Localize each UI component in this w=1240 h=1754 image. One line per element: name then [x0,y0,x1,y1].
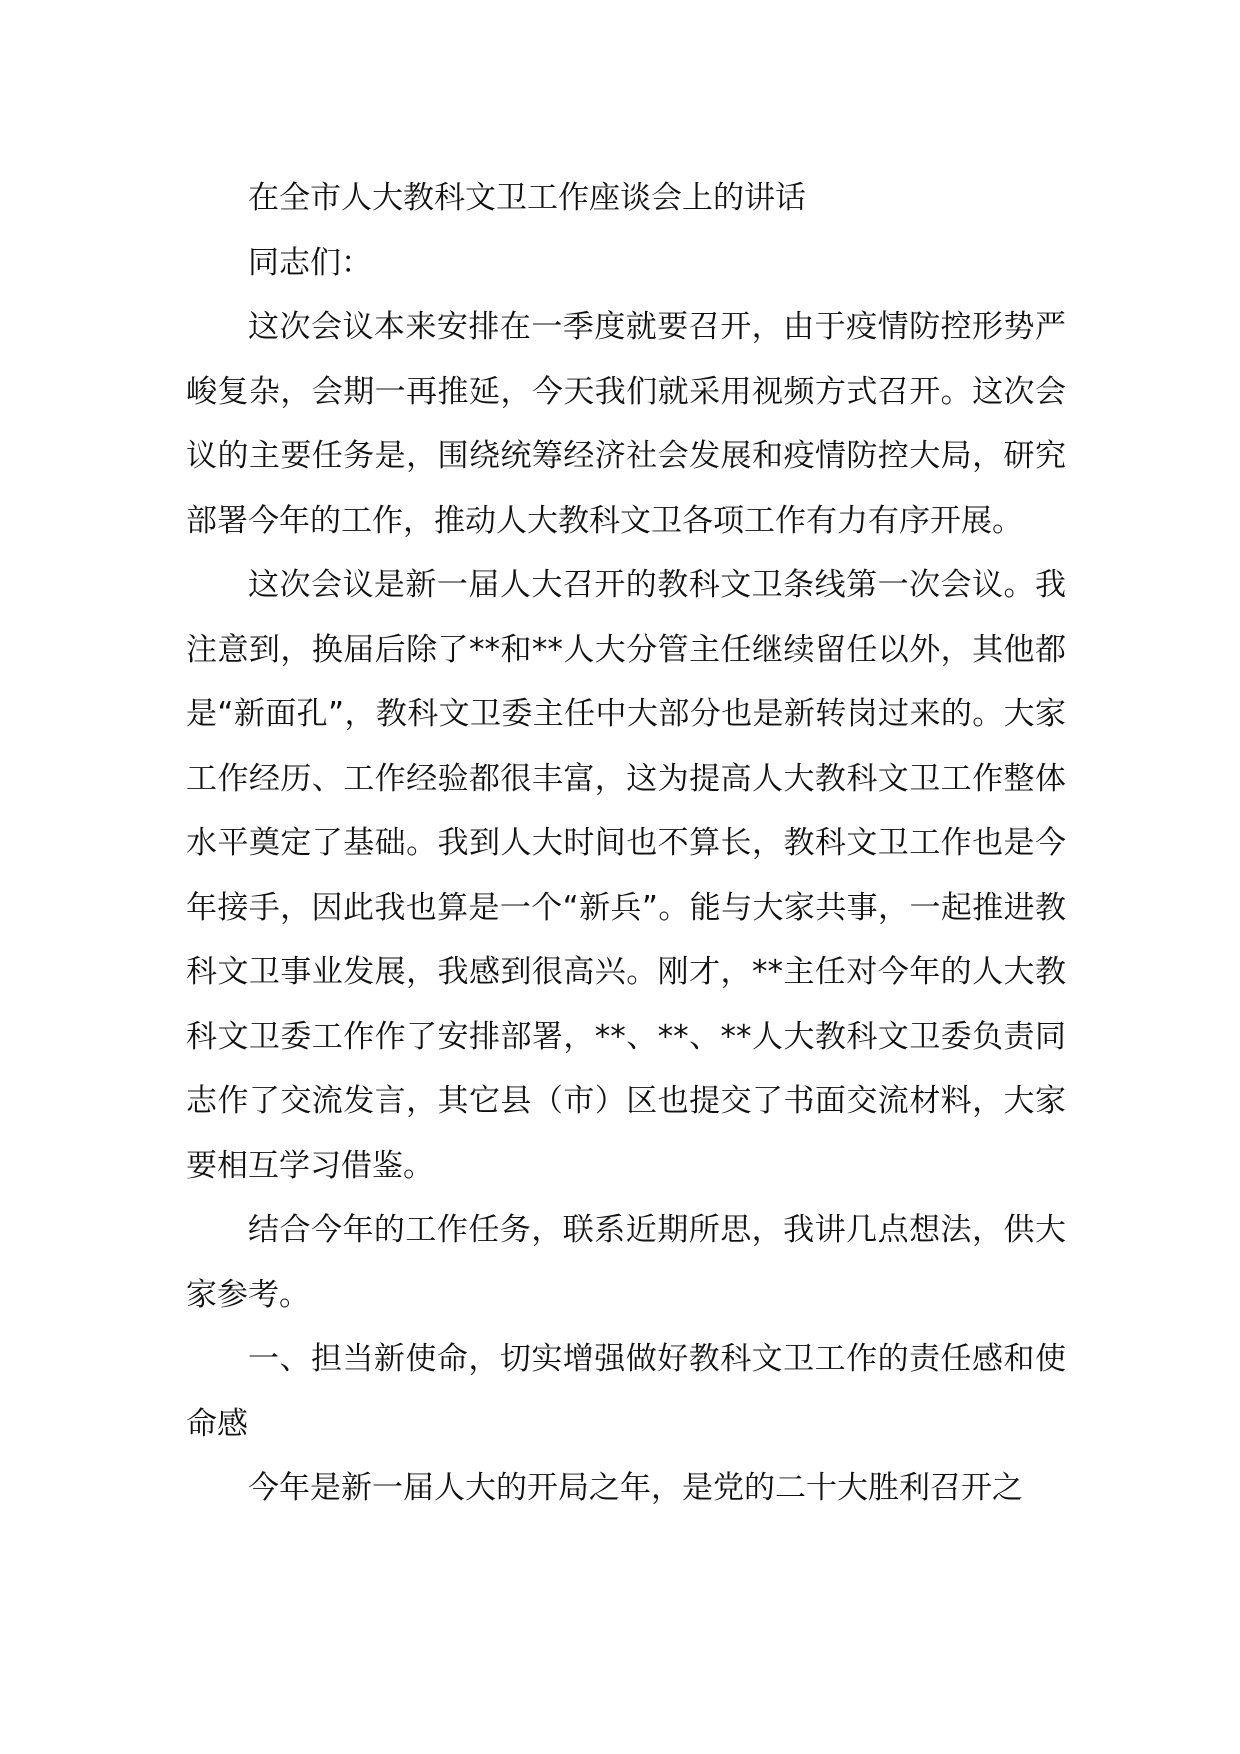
paragraph-context: 这次会议是新一届人大召开的教科文卫条线第一次会议。我注意到，换届后除了**和**人大分管主任继续留任以外，其他都是“新面孔”，教科文卫委主任中大部分也是新转岗过来的。大家工作经历、工作经验都很丰富，这为提高人大教科文卫工作整体水平奠定了基础。我到人大时间也不算长，教科文卫工作也是今年接手，因此我也算是一个“新兵”。能与大家共事，一起推进教科文卫事业发展，我感到很高兴。刚才，**主任对今年的人大教科文卫委工作作了安排部署，**、**、**人大教科文卫委负责同志作了交流发言，其它县（市）区也提交了书面交流材料，大家要相互学习借鉴。 [186,567,1066,1184]
section-heading-1: 一、担当新使命，切实增强做好教科文卫工作的责任感和使命感 [186,1341,1066,1442]
document-title: 在全市人大教科文卫工作座谈会上的讲话 [248,180,806,216]
paragraph-intro: 这次会议本来安排在一季度就要召开，由于疫情防控形势严峻复杂，会期一再推延，今天我们就采用视频方式召开。这次会议的主要任务是，围绕统筹经济社会发展和疫情防控大局，研究部署今年的工作，推动人大教科文卫各项工作有力有序开展。 [186,309,1066,539]
paragraph-transition: 结合今年的工作任务，联系近期所思，我讲几点想法，供大家参考。 [186,1212,1066,1313]
paragraph-section-1: 今年是新一届人大的开局之年，是党的二十大胜利召开之 [248,1470,1023,1506]
salutation: 同志们： [248,244,372,281]
document-body [186,166,1066,1521]
